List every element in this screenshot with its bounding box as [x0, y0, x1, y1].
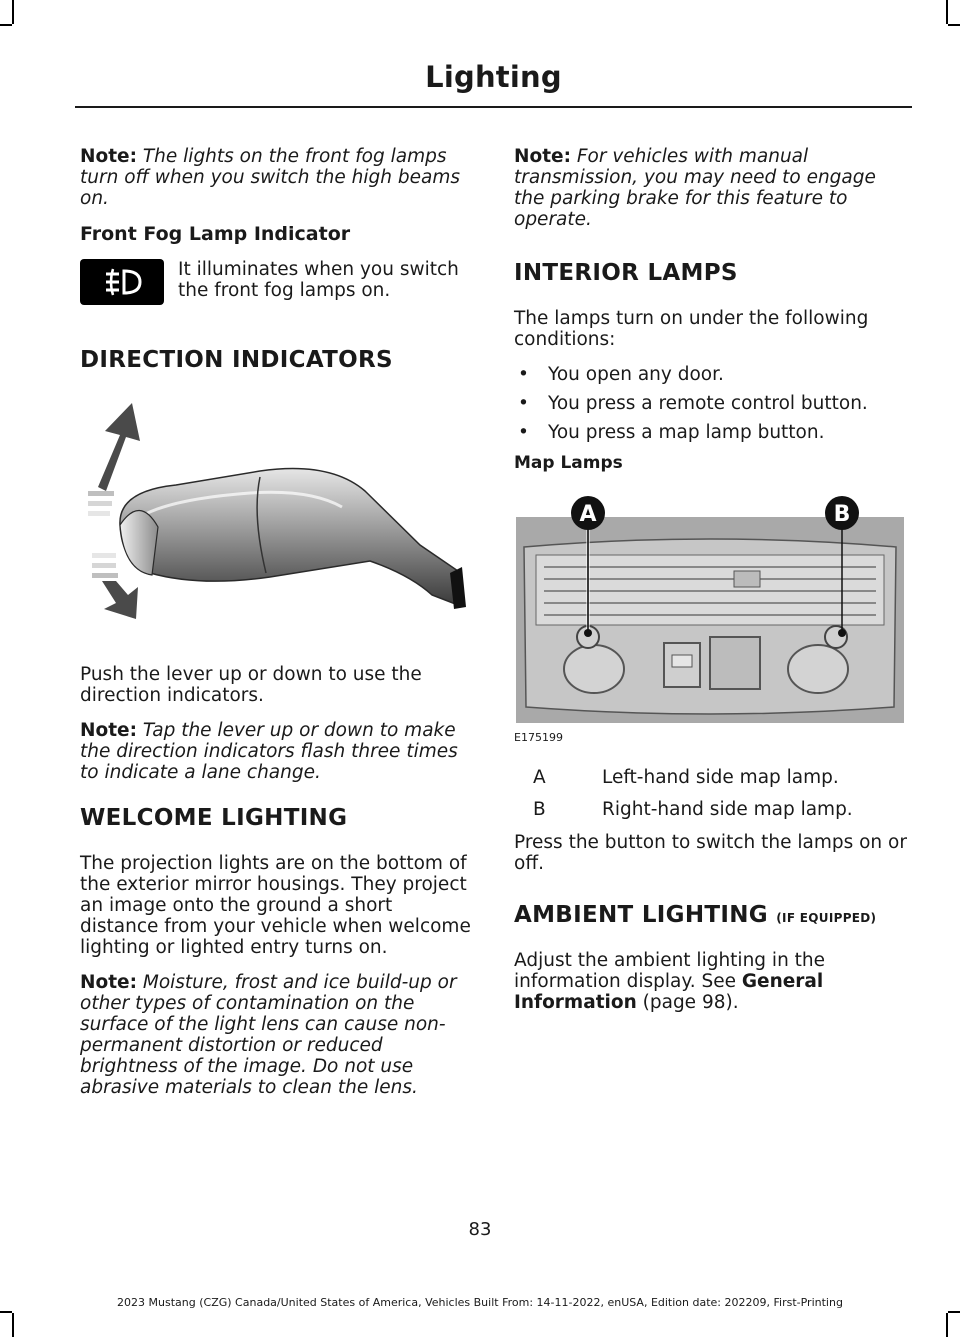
- bullet: •: [518, 364, 529, 385]
- legend-key: A: [533, 767, 546, 788]
- map-lamp-console-illustration: [514, 487, 906, 743]
- legend-row: [514, 799, 909, 820]
- legend-text: Left-hand side map lamp.: [602, 767, 839, 788]
- page-number: 83: [468, 1219, 492, 1240]
- bullet: •: [518, 393, 529, 414]
- fog-indicator-text: It illuminates when you switch the front fog lamps on.: [178, 259, 459, 301]
- note-label: Note:: [80, 972, 137, 993]
- note-text: For vehicles with manual transmission, you may need to engage the parking brake for this feature to operate.: [514, 146, 876, 230]
- header-rule: [75, 106, 912, 108]
- list-item: [514, 393, 909, 414]
- note-text: Tap the lever up or down to make the direction indicators flash three times to indicate a lane change.: [80, 720, 458, 783]
- right-column: [514, 146, 909, 1027]
- callout-b: B: [833, 502, 851, 527]
- bullet: •: [518, 422, 529, 443]
- press-button-text: Press the button to switch the lamps on or off.: [514, 832, 907, 874]
- list-item-text: You open any door.: [548, 364, 724, 385]
- ambient-heading-text: AMBIENT LIGHTING: [514, 902, 768, 928]
- crop-mark: [12, 0, 14, 24]
- crop-mark: [946, 1313, 948, 1337]
- map-lamps-heading: Map Lamps: [514, 453, 623, 473]
- conditions-list: [514, 364, 909, 443]
- list-item-text: You press a remote control button.: [548, 393, 868, 414]
- page-header: [75, 60, 912, 94]
- legend-row: [514, 767, 909, 788]
- map-lamp-legend: [514, 767, 909, 820]
- interior-intro: The lamps turn on under the following conditions:: [514, 308, 869, 350]
- general-information-link[interactable]: General Information: [514, 971, 824, 1013]
- left-column: [80, 146, 475, 1112]
- crop-mark: [946, 0, 948, 24]
- note-lens: [80, 972, 475, 1098]
- callout-a: A: [579, 502, 597, 527]
- crop-mark: [0, 1311, 12, 1313]
- crop-mark: [948, 1311, 960, 1313]
- ambient-lighting-heading: [514, 902, 909, 928]
- note-label: Note:: [80, 720, 137, 741]
- note-label: Note:: [80, 146, 137, 167]
- note-label: Note:: [514, 146, 571, 167]
- note-lane-change: [80, 720, 475, 783]
- if-equipped-label: (IF EQUIPPED): [776, 911, 877, 925]
- front-fog-lamp-icon: [80, 259, 164, 305]
- crop-mark: [948, 24, 960, 26]
- note-manual-transmission: [514, 146, 909, 230]
- list-item: [514, 364, 909, 385]
- fog-indicator-heading: Front Fog Lamp Indicator: [80, 223, 351, 245]
- ambient-text-post: (page 98).: [636, 992, 739, 1013]
- list-item-text: You press a map lamp button.: [548, 422, 825, 443]
- fog-indicator-row: [80, 259, 475, 325]
- direction-text: Push the lever up or down to use the direction indicators.: [80, 664, 422, 706]
- page-title: Lighting: [425, 60, 562, 94]
- ambient-text: [514, 950, 909, 1013]
- note-text: Moisture, frost and ice build-up or other types of contamination on the surface of the light lens can cause non-permanent distortion or reduced brightness of the image. Do not use abrasive materials to clean the lens.: [80, 972, 457, 1098]
- ambient-text-pre: Adjust the ambient lighting in the information display. See: [514, 950, 826, 992]
- welcome-lighting-heading: WELCOME LIGHTING: [80, 805, 348, 831]
- list-item: [514, 422, 909, 443]
- interior-lamps-heading: INTERIOR LAMPS: [514, 260, 738, 286]
- legend-text: Right-hand side map lamp.: [602, 799, 853, 820]
- page-footer: 2023 Mustang (CZG) Canada/United States of America, Vehicles Built From: 14-11-2022, enUSA, Edition date: 202209, First-Printing: [117, 1296, 843, 1309]
- crop-mark: [12, 1313, 14, 1337]
- direction-indicators-heading: DIRECTION INDICATORS: [80, 347, 393, 373]
- note-text: The lights on the front fog lamps turn off when you switch the high beams on.: [80, 146, 460, 209]
- crop-mark: [0, 24, 12, 26]
- welcome-text: The projection lights are on the bottom of the exterior mirror housings. They project an image onto the ground a short distance from your vehicle when welcome lighting or lighted entry turns on.: [80, 853, 471, 958]
- note-fog-high-beam: [80, 146, 475, 209]
- turn-signal-lever-illustration: [80, 395, 475, 640]
- figure-code: E175199: [514, 731, 563, 744]
- legend-key: B: [533, 799, 546, 820]
